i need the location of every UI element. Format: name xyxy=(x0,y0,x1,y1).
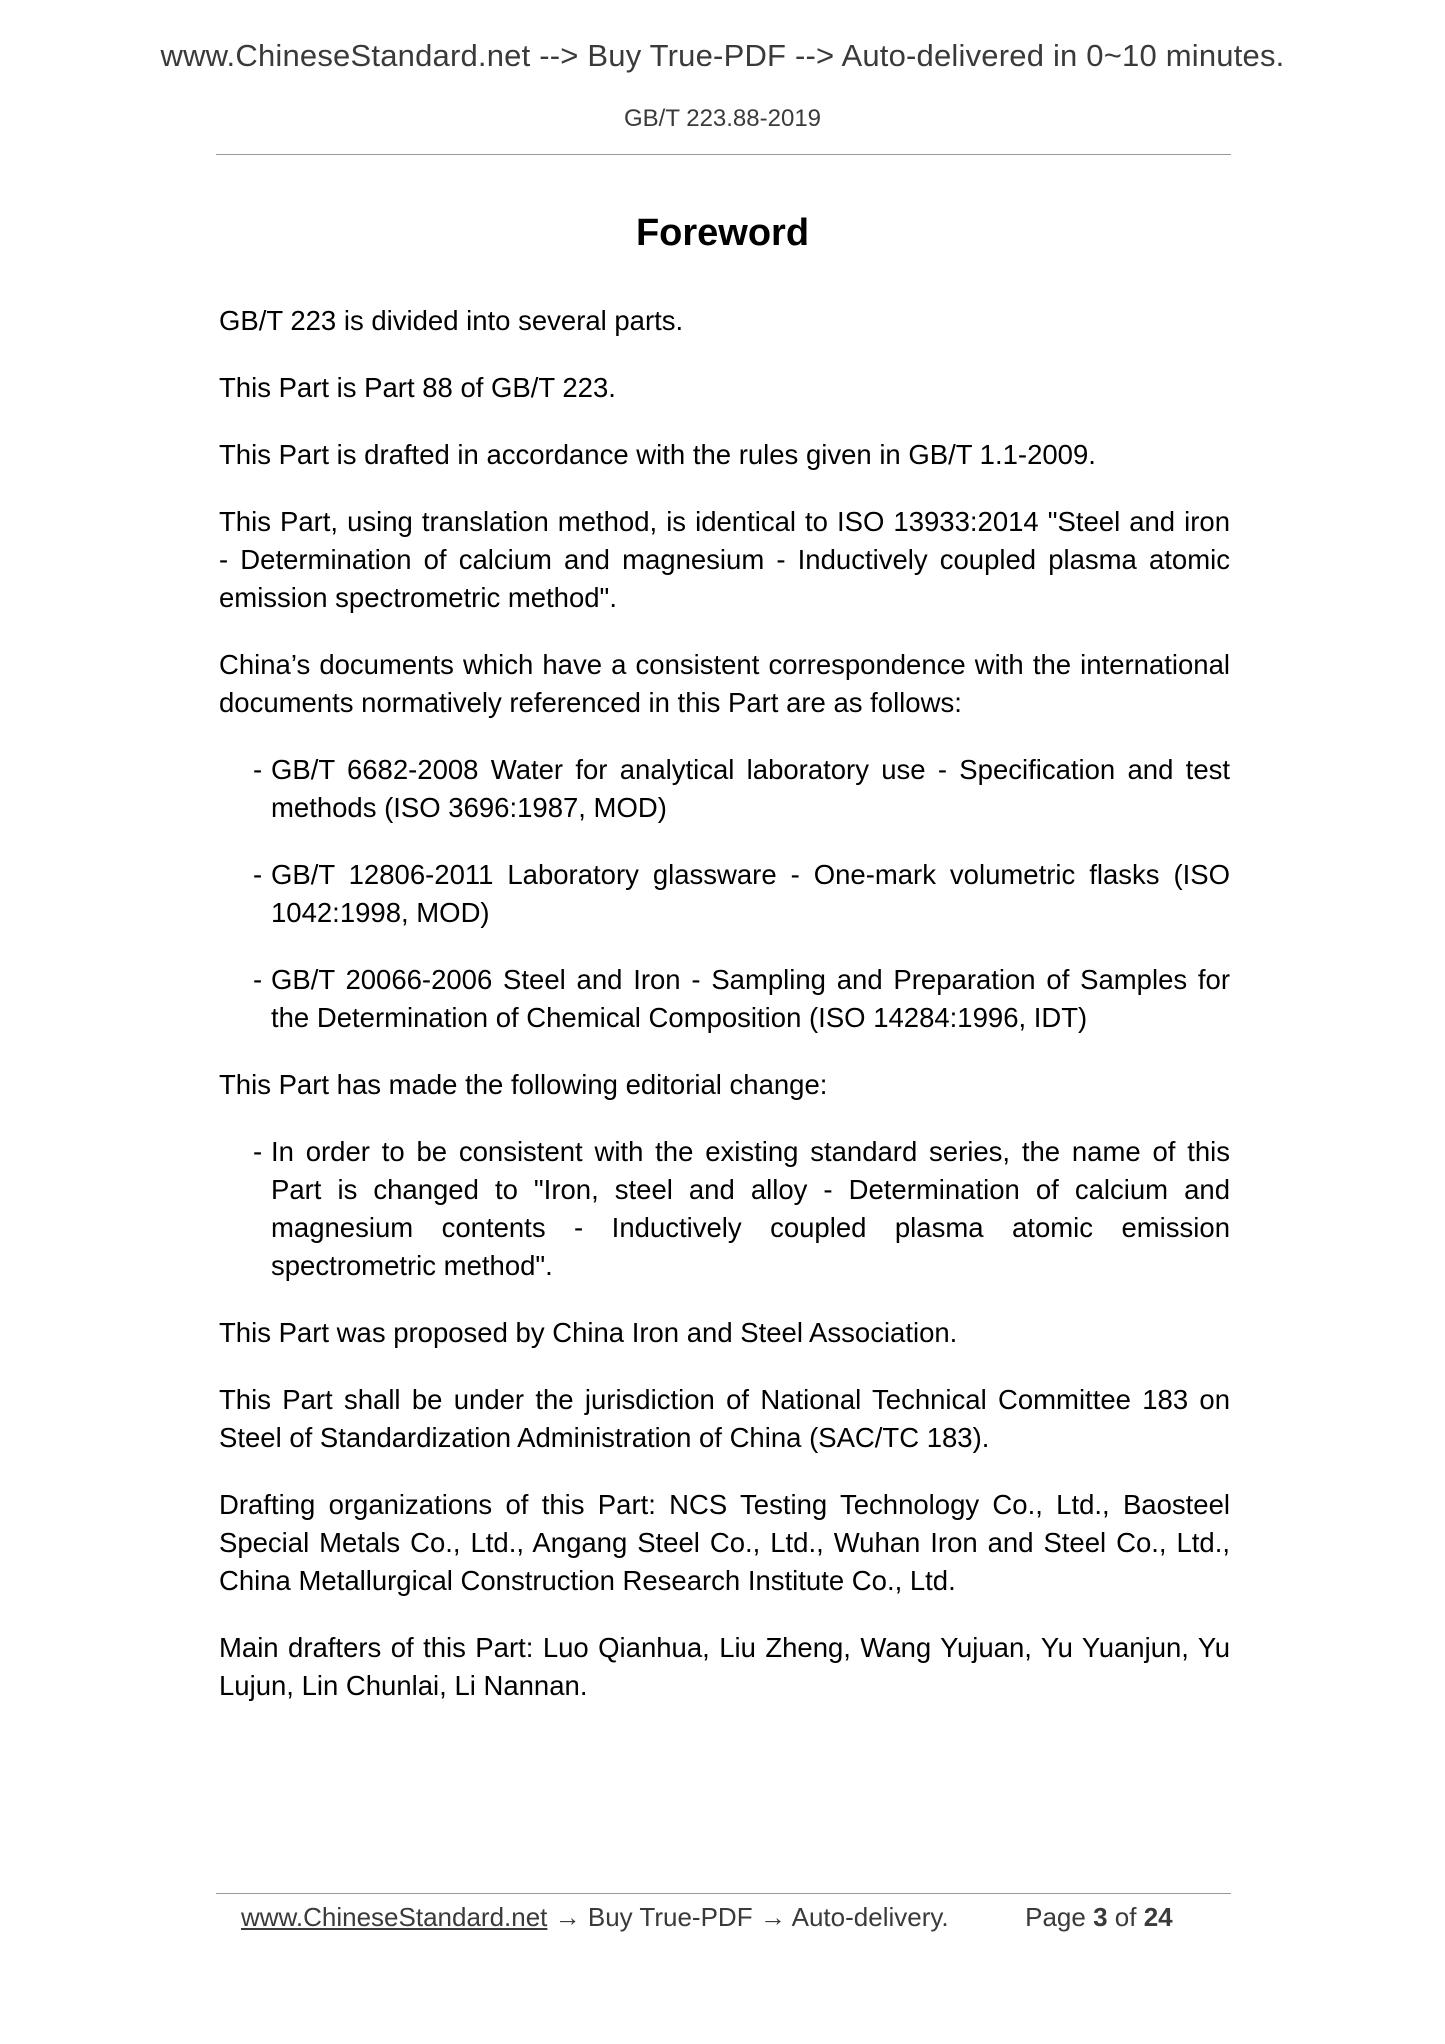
foreword-body xyxy=(219,302,1230,1734)
page-label: Page xyxy=(1025,1902,1086,1932)
list-item xyxy=(219,751,1230,827)
list-dash: - xyxy=(253,1136,263,1167)
footer-site-link[interactable]: www.ChineseStandard.net xyxy=(241,1902,548,1932)
paragraph-drafting-rules: This Part is drafted in accordance with the rules given in GB/T 1.1-2009. xyxy=(219,439,1096,470)
standard-number: GB/T 223.88-2019 xyxy=(623,105,822,132)
paragraph-part-number: This Part is Part 88 of GB/T 223. xyxy=(219,372,616,403)
arrow-right-icon: → xyxy=(554,1902,581,1932)
footer-delivery-text: Auto-delivery. xyxy=(791,1902,949,1932)
of-label: of xyxy=(1114,1902,1137,1932)
arrow-right-icon: → xyxy=(759,1902,786,1932)
list-item xyxy=(219,1133,1230,1285)
reference-text: GB/T 20066-2006 Steel and Iron - Sampling and Preparation of Samples for the Determination of Chemical Composition (ISO 14284:1996, IDT) xyxy=(271,964,1230,1033)
paragraph-parts-division: GB/T 223 is divided into several parts. xyxy=(219,305,684,336)
list-item xyxy=(219,961,1230,1037)
reference-text: GB/T 12806-2011 Laboratory glassware - One-mark volumetric flasks (ISO 1042:1998, MOD) xyxy=(271,859,1230,928)
footer-buy-text: Buy True-PDF xyxy=(587,1902,753,1932)
site-banner: www.ChineseStandard.net --> Buy True-PDF --> Auto-delivered in 0~10 minutes. xyxy=(160,38,1285,73)
page-number: 3 xyxy=(1093,1902,1108,1932)
page-title: Foreword xyxy=(635,212,810,254)
paragraph-main-drafters: Main drafters of this Part: Luo Qianhua, Liu Zheng, Wang Yujuan, Yu Yuanjun, Yu Lujun, Lin Chunlai, Li Nannan. xyxy=(219,1632,1230,1701)
footer-divider xyxy=(216,1893,1231,1894)
editorial-change-text: In order to be consistent with the existing standard series, the name of this Part is changed to "Iron, steel and alloy - Determination of calcium and magnesium contents - Inductively coupled plasma atomic emission spectrometric method". xyxy=(271,1136,1230,1281)
list-dash: - xyxy=(253,964,263,995)
header-divider xyxy=(216,154,1231,155)
paragraph-iso-identity: This Part, using translation method, is identical to ISO 13933:2014 "Steel and iron - Determination of calcium and magnesium - Inductively coupled plasma atomic emission spectrometric method". xyxy=(219,506,1230,613)
list-dash: - xyxy=(253,859,263,890)
page-footer xyxy=(241,1902,1173,1933)
total-pages: 24 xyxy=(1143,1902,1173,1932)
reference-text: GB/T 6682-2008 Water for analytical laboratory use - Specification and test methods (ISO 3696:1987, MOD) xyxy=(271,754,1230,823)
editorial-change-list xyxy=(219,1133,1230,1285)
paragraph-editorial-intro: This Part has made the following editorial change: xyxy=(219,1069,828,1100)
paragraph-drafting-organizations: Drafting organizations of this Part: NCS Testing Technology Co., Ltd., Baosteel Special Metals Co., Ltd., Angang Steel Co., Ltd., Wuhan Iron and Steel Co., Ltd., China Metallurgical Construction Research Institute Co., Ltd. xyxy=(219,1489,1230,1596)
paragraph-jurisdiction: This Part shall be under the jurisdiction of National Technical Committee 183 on Steel of Standardization Administration of China (SAC/TC 183). xyxy=(219,1384,1230,1453)
paragraph-references-intro: China’s documents which have a consistent correspondence with the international documents normatively referenced in this Part are as follows: xyxy=(219,649,1230,718)
reference-list xyxy=(219,751,1230,1037)
list-item xyxy=(219,856,1230,932)
list-dash: - xyxy=(253,754,263,785)
paragraph-proposer: This Part was proposed by China Iron and Steel Association. xyxy=(219,1317,958,1348)
